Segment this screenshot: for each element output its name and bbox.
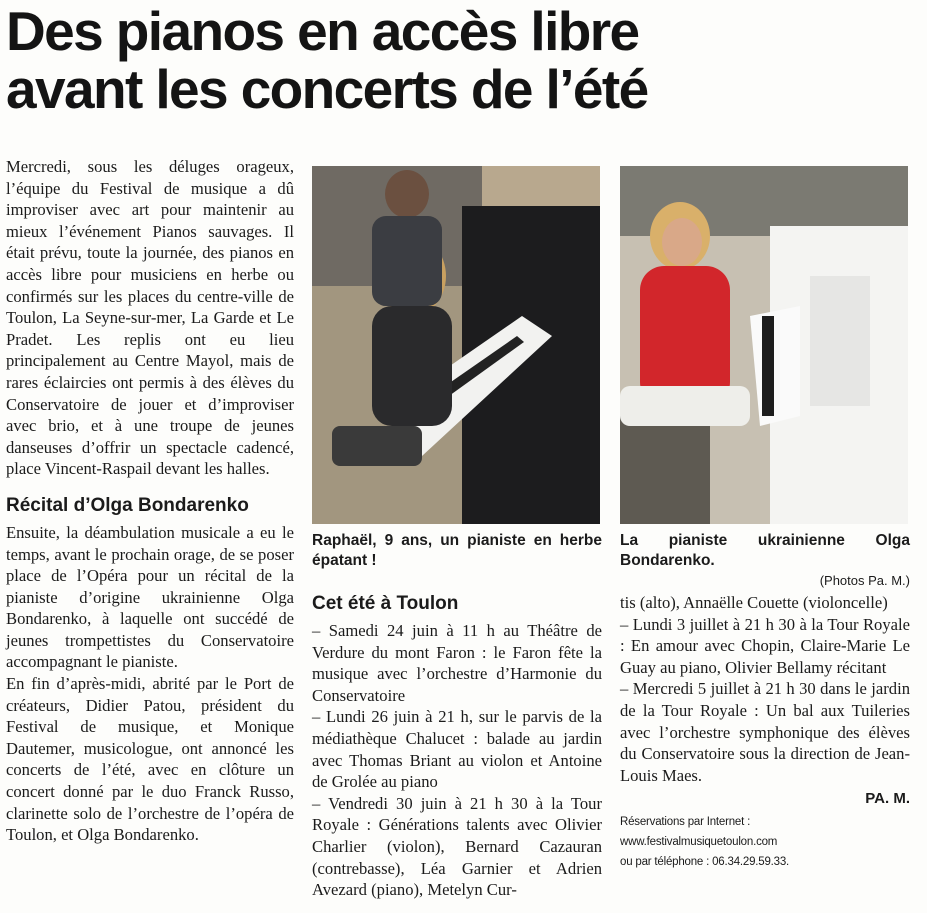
event-item: – Samedi 24 juin à 11 h au Théâtre de Verdure du mont Faron : le Faron fête la musique avec l’orchestre d’Harmonie du Conservatoire — [312, 621, 603, 705]
article-paragraph-recital: Ensuite, la déambulation musicale a eu le temps, avant le prochain orage, de se poser place de l’Opéra pour un récital de la pianiste d’origine ukrainienne Olga Bondarenko, à laquelle ont succédé de jeunes trompettistes du Conservatoire accompagnant le pianiste. — [6, 522, 294, 672]
headline-line-2: avant les concerts de l’été — [6, 58, 648, 120]
photo-boy-at-piano — [312, 166, 600, 524]
photo-caption-1: Raphaël, 9 ans, un pianiste en herbe épatant ! — [312, 532, 602, 569]
reservation-info — [620, 812, 910, 872]
reservation-phone: ou par téléphone : 06.34.29.59.33. — [620, 855, 790, 868]
headline — [6, 2, 921, 118]
events-column-2 — [620, 592, 910, 872]
event-item: – Mercredi 5 juillet à 21 h 30 dans le jardin de la Tour Royale : Un bal aux Tuileries avec l’orchestre symphonique des élèves du Conservatoire sous la direction de Jean-Louis Maes. — [620, 679, 910, 785]
subheading-recital: Récital d’Olga Bondarenko — [6, 494, 249, 516]
reservation-internet: Réservations par Internet : www.festivalmusiquetoulon.com — [620, 815, 778, 848]
photo-caption-2-text: La pianiste ukrainienne Olga Bondarenko. — [620, 532, 910, 569]
headline-line-1: Des pianos en accès libre — [6, 0, 639, 62]
events-column-1 — [312, 592, 602, 901]
author-signature: PA. M. — [865, 790, 910, 808]
event-item: – Lundi 26 juin à 21 h, sur le parvis de la médiathèque Chalucet : balade au jardin avec Thomas Briant au violon et Antoine de Grolée au piano — [312, 707, 602, 792]
article-paragraph-intro: Mercredi, sous les déluges orageux, l’équipe du Festival de musique a dû improviser avec art pour maintenir au mieux l’événement Pianos sauvages. Il était prévu, toute la journée, des pianos en accès libre pour musiciens en herbe ou confirmés sur les places du centre-ville de Toulon, La Seyne-sur-mer, La Garde et Le Pradet. Les replis ont eu lieu principalement au Centre Mayol, mais de rares éclaircies ont permis à des élèves du Conservatoire de jouer et d’improviser avec brio, et à une troupe de jeunes danseuses d’offrir un spectacle cadencé, place Vincent-Raspail devant les halles. — [6, 157, 294, 479]
article-column-1 — [6, 156, 294, 846]
photo-credit: (Photos Pa. M.) — [819, 573, 910, 588]
photo-woman-at-white-piano — [620, 166, 908, 524]
event-item: – Vendredi 30 juin à 21 h 30 à la Tour Royale : Générations talents avec Olivier Charlier (violon), Bernard Cazauran (contrebasse), Léa Garnier et Adrien Avezard (piano), Metelyn Cur- — [312, 793, 602, 900]
article-paragraph-announcement: En fin d’après-midi, abrité par le Port de créateurs, Didier Patou, président du Festival de musique, et Monique Dautemer, musicologue, ont annoncé les concerts de l’été, avec en clôture un concert donné par le duo Franck Russo, clarinette solo de l’orchestre de l’opéra de Toulon, et Olga Bondarenko. — [6, 674, 294, 845]
subheading-events: Cet été à Toulon — [312, 593, 459, 614]
photo-caption-2 — [620, 531, 910, 591]
event-item-continued: tis (alto), Annaëlle Couette (violoncelle) — [620, 593, 888, 612]
event-item: – Lundi 3 juillet à 21 h 30 à la Tour Royale : En amour avec Chopin, Claire-Marie Le Guay au piano, Olivier Bellamy récitant — [620, 614, 910, 677]
